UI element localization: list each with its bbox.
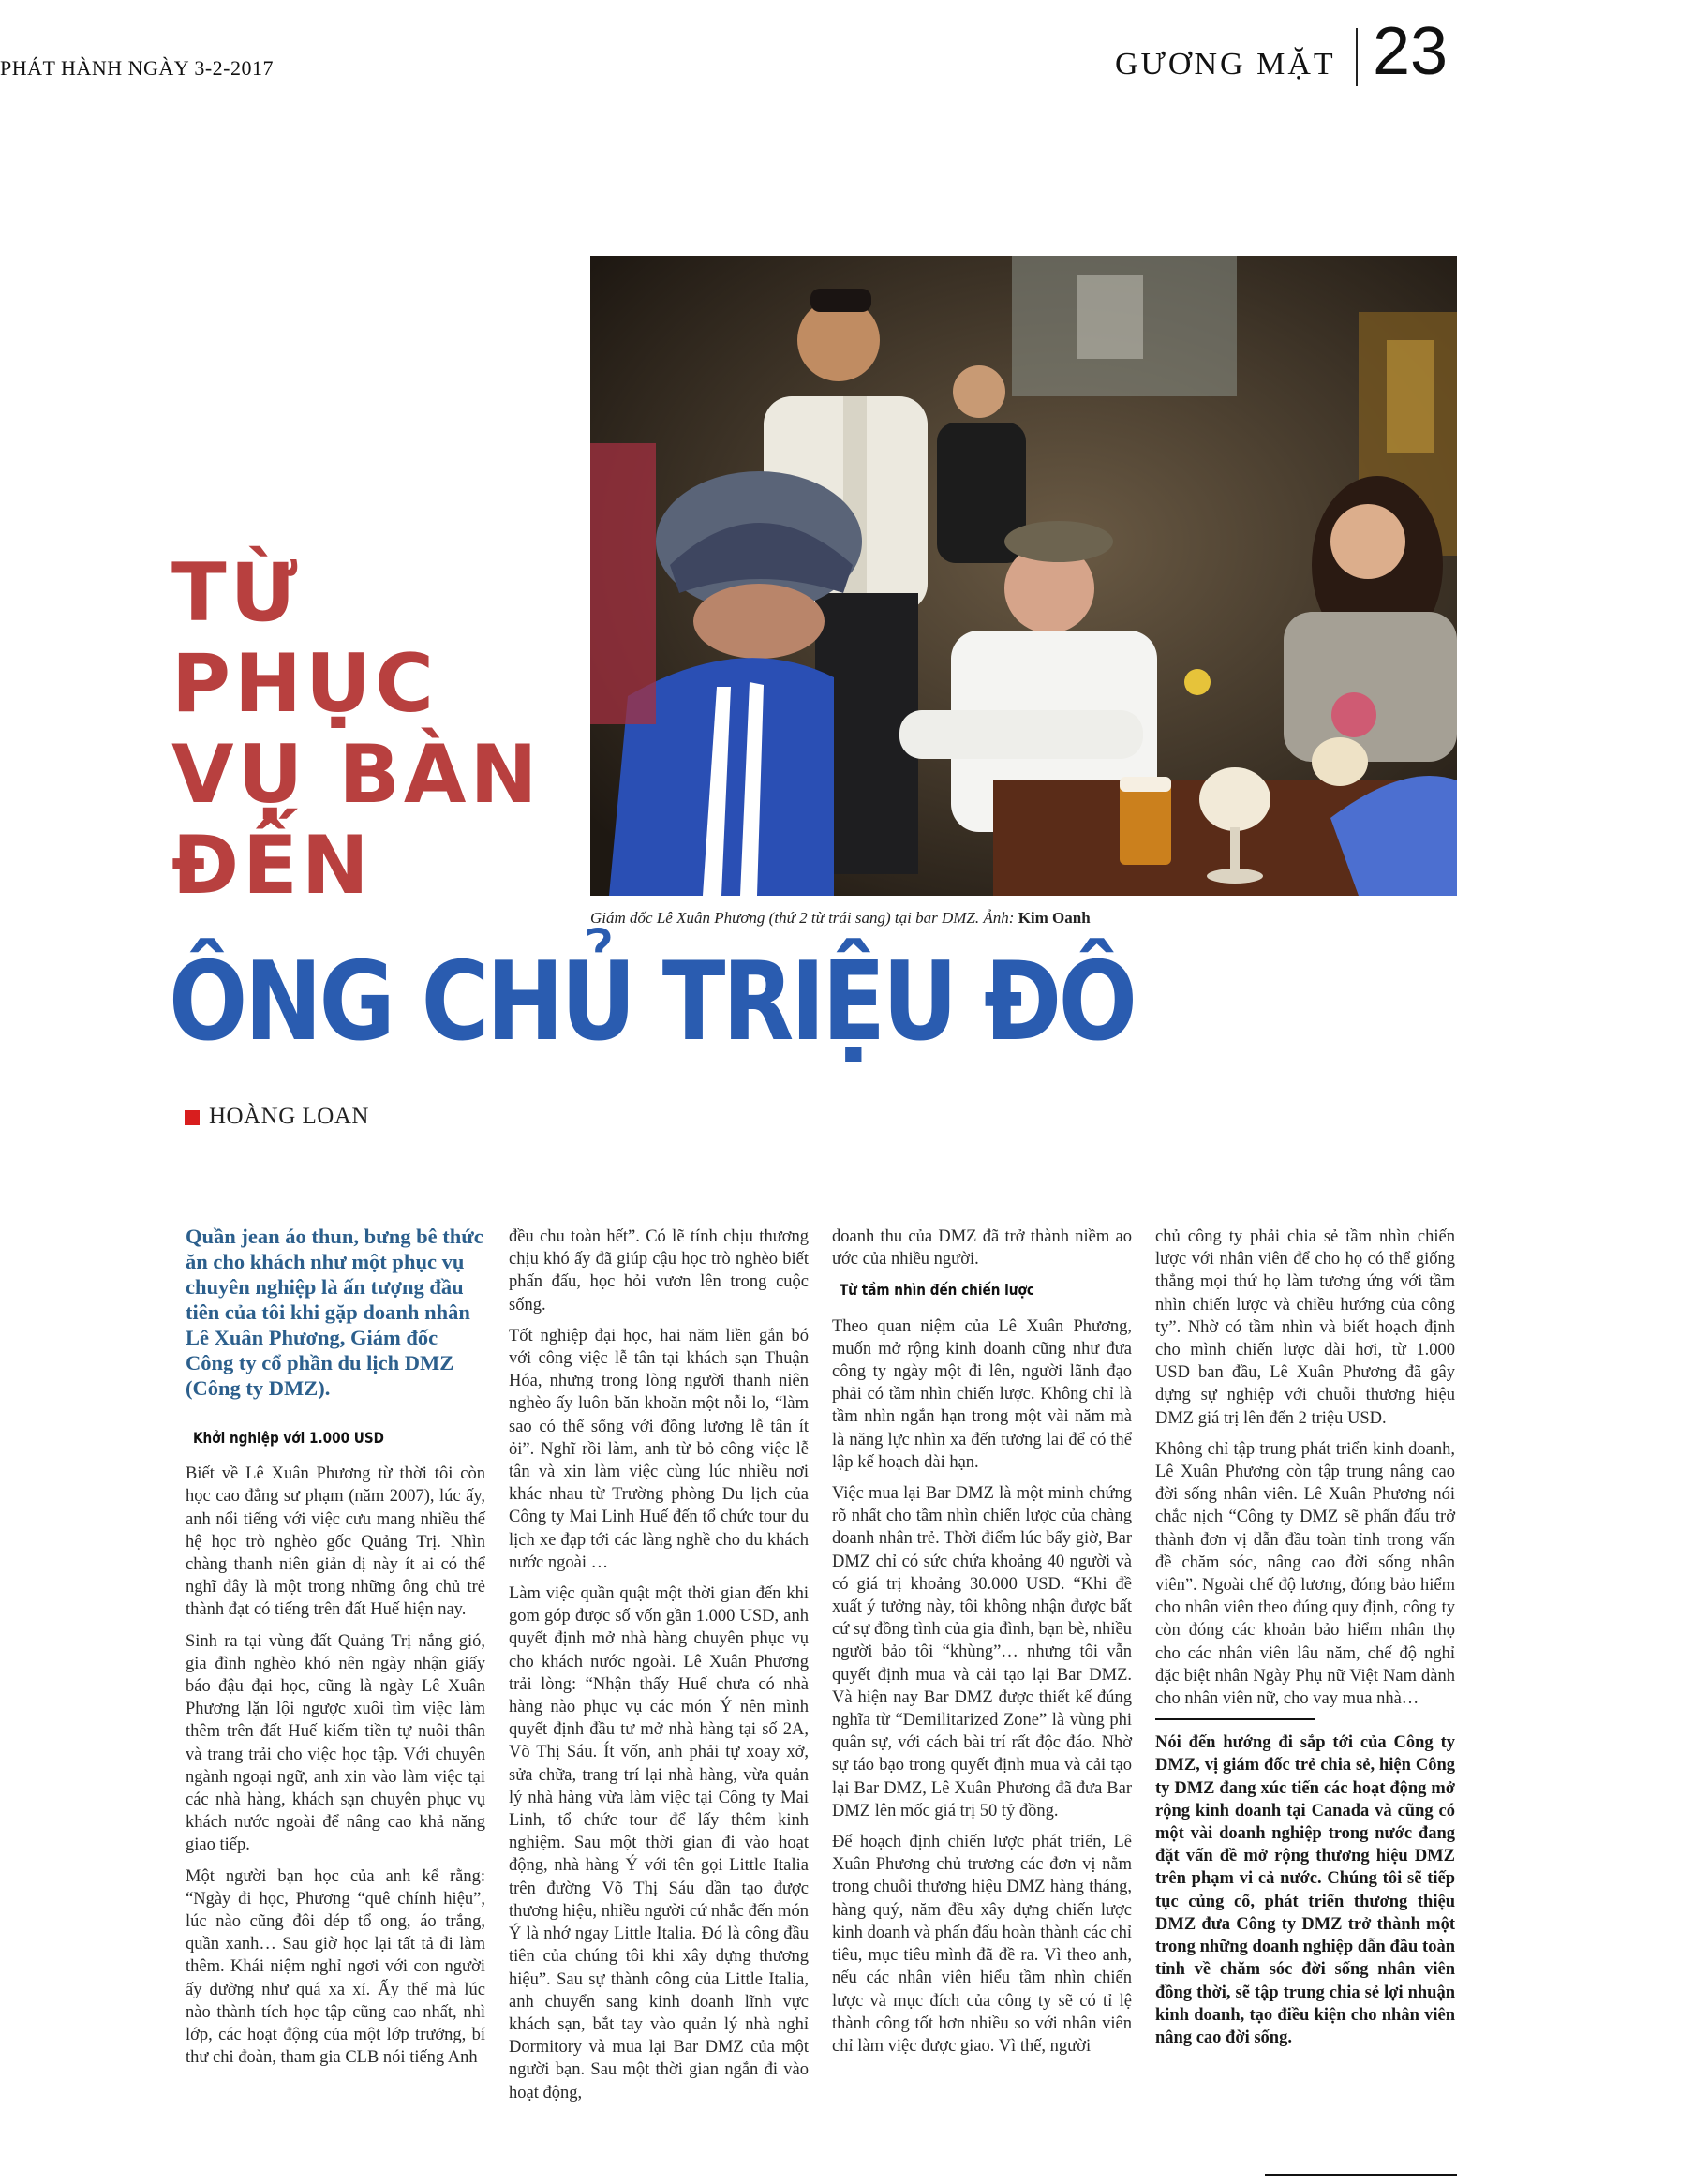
release-date: PHÁT HÀNH NGÀY 3-2-2017: [0, 56, 274, 80]
paragraph: Biết về Lê Xuân Phương từ thời tôi còn học cao đẳng sư phạm (năm 2007), lúc ấy, anh nổi tiếng với việc cưu mang nhiều thế hệ học trò nghèo gốc Quảng Trị. Nhìn chàng thanh niên giản dị này ít ai có thể nghĩ đây là một trong những ông chủ trẻ thành đạt có tiếng trên đất Huế hiện nay.: [186, 1464, 485, 1620]
headline-red: [171, 548, 584, 912]
paragraph: doanh thu của DMZ đã trở thành niềm ao ước của nhiều người.: [832, 1227, 1132, 1270]
subhead-startup: Khởi nghiệp với 1.000 USD: [193, 1429, 384, 1447]
caption-credit: Kim Oanh: [1018, 909, 1091, 927]
page-number: 23: [1373, 14, 1449, 89]
paragraph: Một người bạn học của anh kể rằng: “Ngày đi học, Phương “quê chính hiệu”, lúc nào cũng đôi dép tổ ong, áo trắng, quần xanh… Sau giờ học lại tất tả đi làm thêm. Khái niệm nghỉ ngơi với con người ấy dường như quá xa xỉ. Ấy thế mà lúc nào thành tích học tập cũng cao nhất, nhì lớp, các hoạt động của một lớp trưởng, bí thư chi đoàn, tham gia CLB nói tiếng Anh: [186, 1866, 485, 2068]
headline-line-2: PHỤC: [171, 637, 438, 731]
caption-text: Giám đốc Lê Xuân Phương (thứ 2 từ trái sang) tại bar DMZ. Ảnh:: [590, 909, 1018, 927]
section-name: GƯƠNG MẶT: [1115, 47, 1336, 82]
photo-caption: [590, 909, 1091, 928]
section-divider: [1155, 1718, 1315, 1720]
headline-blue: ÔNG CHỦ TRIỆU ĐÔ: [169, 939, 1135, 1065]
author-name: HOÀNG LOAN: [209, 1104, 369, 1129]
end-rule: [1265, 2174, 1457, 2176]
article-photo: [590, 256, 1457, 896]
paragraph: đều chu toàn hết”. Có lẽ tính chịu thương chịu khó ấy đã giúp cậu học trò nghèo biết phấn đấu, học hỏi vươn lên trong cuộc sống.: [509, 1227, 809, 1315]
byline: [185, 1104, 369, 1130]
headline-line-1: TỪ: [171, 546, 302, 640]
paragraph: chủ công ty phải chia sẻ tầm nhìn chiến lược với nhân viên để cho họ có thể giống thẳng mọi thứ họ làm tương ứng với tầm nhìn chiến lược và chiều hướng của công ty”. Nhờ có tầm nhìn và biết hoạch định cho mình chiến lược dài hơi, từ 1.000 USD ban đầu, Lê Xuân Phương đã gây dựng sự nghiệp với chuỗi thương hiệu DMZ giá trị lên đến 2 triệu USD.: [1155, 1227, 1455, 1428]
article-lead: Quần jean áo thun, bưng bê thức ăn cho khách như một phục vụ chuyên nghiệp là ấn tượng đầu tiên của tôi khi gặp doanh nhân Lê Xuân Phương, Giám đốc Công ty cổ phần du lịch DMZ (Công ty DMZ).: [186, 1225, 483, 1400]
paragraph: Sinh ra tại vùng đất Quảng Trị nắng gió, gia đình nghèo khó nên ngày nhận giấy báo đậu đại học, cũng là ngày Lê Xuân Phương lặn lội ngược xuôi tìm việc làm thêm trên đất Huế kiếm tiền tự nuôi thân và trang trải cho việc học tập. Với chuyên ngành ngoại ngữ, anh xin vào làm việc tại các nhà hàng, khách sạn chuyên phục vụ khách nước ngoài để nâng cao khả năng giao tiếp.: [186, 1631, 485, 1855]
paragraph: Làm việc quần quật một thời gian đến khi gom góp được số vốn gần 1.000 USD, anh quyết định mở nhà hàng chuyên phục vụ cho khách nước ngoài. Lê Xuân Phương trải lòng: “Nhận thấy Huế chưa có nhà hàng nào phục vụ các món Ý nên mình quyết định đầu tư mở nhà hàng tại số 2A, Võ Thị Sáu. Ít vốn, anh phải tự xoay xở, sửa chữa, trang trí lại nhà hàng, vừa quản lý nhà hàng vừa làm việc tại Công ty Mai Linh, tổ chức tour để lấy thêm kinh nghiệm. Sau một thời gian đi vào hoạt động, nhà hàng Ý với tên gọi Little Italia trên đường Võ Thị Sáu dần tạo được thương hiệu, nhiều người cứ nhắc đến món Ý là nhớ ngay Little Italia. Đó là công đầu tiên của chúng tôi khi xây dựng thương hiệu”. Sau sự thành công của Little Italia, anh chuyển sang kinh doanh lĩnh vực khách sạn, bắt tay vào quản lý nhà nghỉ Dormitory và mua lại Bar DMZ của một người bạn. Sau một thời gian ngắn đi vào hoạt động,: [509, 1584, 809, 2102]
paragraph: Theo quan niệm của Lê Xuân Phương, muốn mở rộng kinh doanh cũng như đưa công ty ngày một đi lên, người lãnh đạo phải có tầm nhìn chiến lược. Không chỉ là tầm nhìn ngắn hạn trong một vài năm mà là năng lực nhìn xa đến tương lai để có thể lập kế hoạch dài hạn.: [832, 1316, 1132, 1472]
column-4: [1155, 1226, 1455, 2058]
closing-paragraph: Nói đến hướng đi sắp tới của Công ty DMZ, vị giám đốc trẻ chia sẻ, hiện Công ty DMZ đang xúc tiến các hoạt động mở rộng kinh doanh tại Canada và cũng có một vài doanh nghiệp trong nước đang đặt vấn đề mở rộng thương hiệu DMZ trên phạm vi cả nước. Chúng tôi sẽ tiếp tục củng cố, phát triển thương thiệu DMZ đưa Công ty DMZ trở thành một trong những doanh nghiệp dẫn đầu toàn tỉnh về chăm sóc đời sống nhân viên đồng thời, sẽ tập trung chia sẻ lợi nhuận kinh doanh, tạo điều kiện cho nhân viên nâng cao đời sống.: [1155, 1733, 1455, 2047]
column-2: [509, 1226, 809, 2113]
header-divider: [1356, 28, 1358, 86]
photo-illustration: [590, 256, 1457, 896]
paragraph: Tốt nghiệp đại học, hai năm liền gắn bó với công việc lễ tân tại khách sạn Thuận Hóa, nhưng trong lòng người thanh niên nghèo ấy luôn băn khoăn một nỗi lo, “làm sao có thể sống với đồng lương lễ tân ít ỏi”. Nghĩ rồi làm, anh từ bỏ công việc lễ tân và xin làm việc cùng lúc nhiều nơi khác nhau từ Trường phòng Du lịch của Công ty Mai Linh Huế đến tổ chức tour du lịch xe đạp tới các làng nghề cho du khách nước ngoài …: [509, 1326, 809, 1572]
paragraph: Việc mua lại Bar DMZ là một minh chứng rõ nhất cho tầm nhìn chiến lược của chàng doanh nhân trẻ. Thời điểm lúc bấy giờ, Bar DMZ chỉ có sức chứa khoảng 40 người và có giá trị khoảng 30.000 USD. “Khi đề xuất ý tưởng này, tôi không nhận được bất cứ sự đồng tình của gia đình, bạn bè, nhiều người bảo tôi “khùng”… nhưng tôi vẫn quyết định mua và cải tạo lại Bar DMZ. Và hiện nay Bar DMZ được thiết kế đúng nghĩa từ “Demilitarized Zone” là vùng phi quân sự, với cách bài trí rất độc đáo. Nhờ sự táo bạo trong quyết định mua và cải tạo lại Bar DMZ, Lê Xuân Phương đã đưa Bar DMZ lên mốc giá trị 50 tỷ đồng.: [832, 1484, 1132, 1820]
headline-line-4: ĐẾN: [171, 819, 373, 913]
column-3: [832, 1226, 1132, 2066]
paragraph: Để hoạch định chiến lược phát triển, Lê Xuân Phương chủ trương các đơn vị nằm trong chuỗi thương hiệu DMZ hàng tháng, hàng quý, năm đều xây dựng chiến lược kinh doanh và phấn đấu hoàn thành các chỉ tiêu, mục tiêu mình đã đề ra. Vì theo anh, nếu các nhân viên hiểu tầm nhìn chiến lược và mục đích của công ty sẽ có tỉ lệ thành công tốt hơn nhiều so với nhân viên chỉ làm việc được giao. Vì thế, người: [832, 1833, 1132, 2056]
headline-line-3: VỤ BÀN: [171, 728, 542, 822]
paragraph: Không chỉ tập trung phát triển kinh doanh, Lê Xuân Phương còn tập trung nâng cao đời sống nhân viên. Lê Xuân Phương nói chắc nịch “Công ty DMZ sẽ phấn đấu trở thành đơn vị dẫn đầu toàn tỉnh trong vấn đề chăm sóc, nâng cao đời sống nhân viên”. Ngoài chế độ lương, đóng bảo hiểm cho nhân viên theo đúng quy định, công ty còn đóng các khoản bảo hiểm nhân thọ cho các nhân viên lâu năm, chế độ nghỉ đặc biệt nhân Ngày Phụ nữ Việt Nam dành cho nhân viên nữ, cho vay mua nhà…: [1155, 1439, 1455, 1709]
column-1: [186, 1226, 485, 2077]
subhead-vision: Từ tầm nhìn đến chiến lược: [840, 1281, 1034, 1300]
